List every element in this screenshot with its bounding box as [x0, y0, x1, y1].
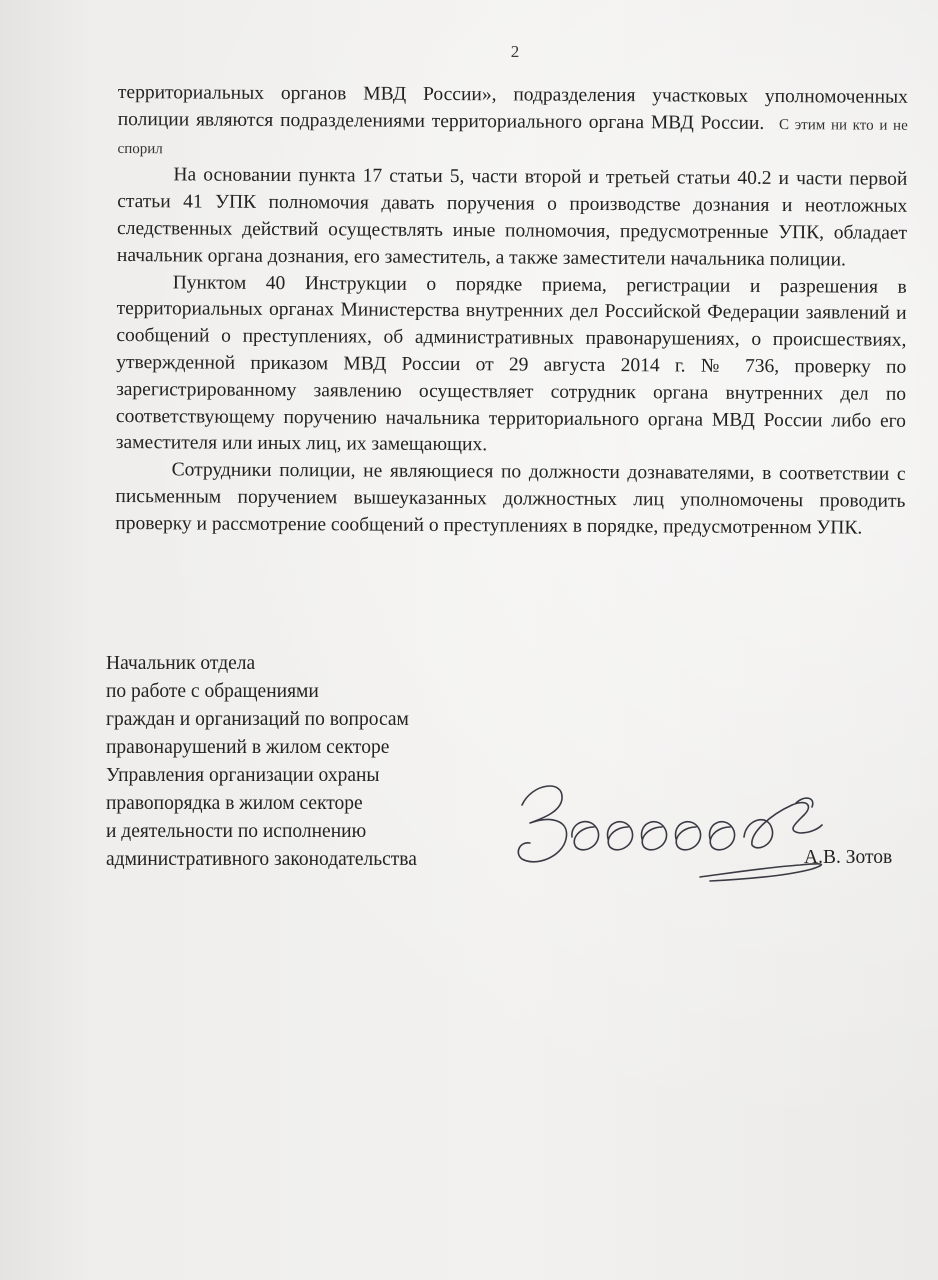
signatory-title-line: Начальник отдела	[106, 653, 256, 674]
paragraph-1-text: территориальных органов МВД России», подразделения участковых уполномоченных полиции являются подразделениями территориального органа МВД России.	[117, 81, 908, 134]
paragraph-3: Пунктом 40 Инструкции о порядке приема, регистрации и разрешения в территориальных органах Министерства внутренних дел Российской Федерации заявлений и сообщений о преступлениях, об административных правонарушениях, о происшествиях, утвержденной приказом МВД России от 29 августа 2014 г. № 736, проверку по зарегистрированному заявлению осуществляет сотрудник органа внутренних дел по соответствующему поручению начальника территориального органа МВД России либо его заместителя или иных лиц, их замещающих.	[115, 271, 907, 456]
signatory-title-line: Управления организации охраны	[106, 765, 380, 786]
signatory-title-line: граждан и организаций по вопросам	[106, 709, 409, 730]
paragraph-1	[117, 80, 907, 167]
signatory-title-line: и деятельности по исполнению	[106, 821, 367, 842]
signatory-title-line: административного законодательства	[106, 849, 417, 870]
paragraph-2: На основании пункта 17 статьи 5, части второй и третьей статьи 40.2 и части первой статьи 41 УПК полномочия давать поручения о производстве дознания и неотложных следственных действий осуществлять иные полномочия, предусмотренные УПК, обладает начальник органа дознания, его заместитель, а также заместители начальника полиции.	[116, 164, 908, 271]
signatory-title-line: по работе с обращениями	[106, 681, 319, 702]
page-number: 2	[510, 42, 520, 61]
signatory-title-line: правонарушений в жилом секторе	[106, 737, 390, 758]
document-body	[115, 80, 908, 542]
paragraph-4: Сотрудники полиции, не являющиеся по должности дознавателями, в соответствии с письменным поручением вышеуказанных должностных лиц уполномочены проводить проверку и рассмотрение сообщений о преступлениях в порядке, предусмотренном УПК.	[115, 459, 906, 539]
handwritten-note: С этим ни кто и не спорил	[117, 116, 908, 157]
signatory-name: А.В. Зотов	[804, 847, 893, 868]
signatory-title-line: правопорядка в жилом секторе	[106, 793, 363, 814]
signatory-title	[106, 650, 417, 874]
handwritten-signature	[500, 775, 860, 895]
